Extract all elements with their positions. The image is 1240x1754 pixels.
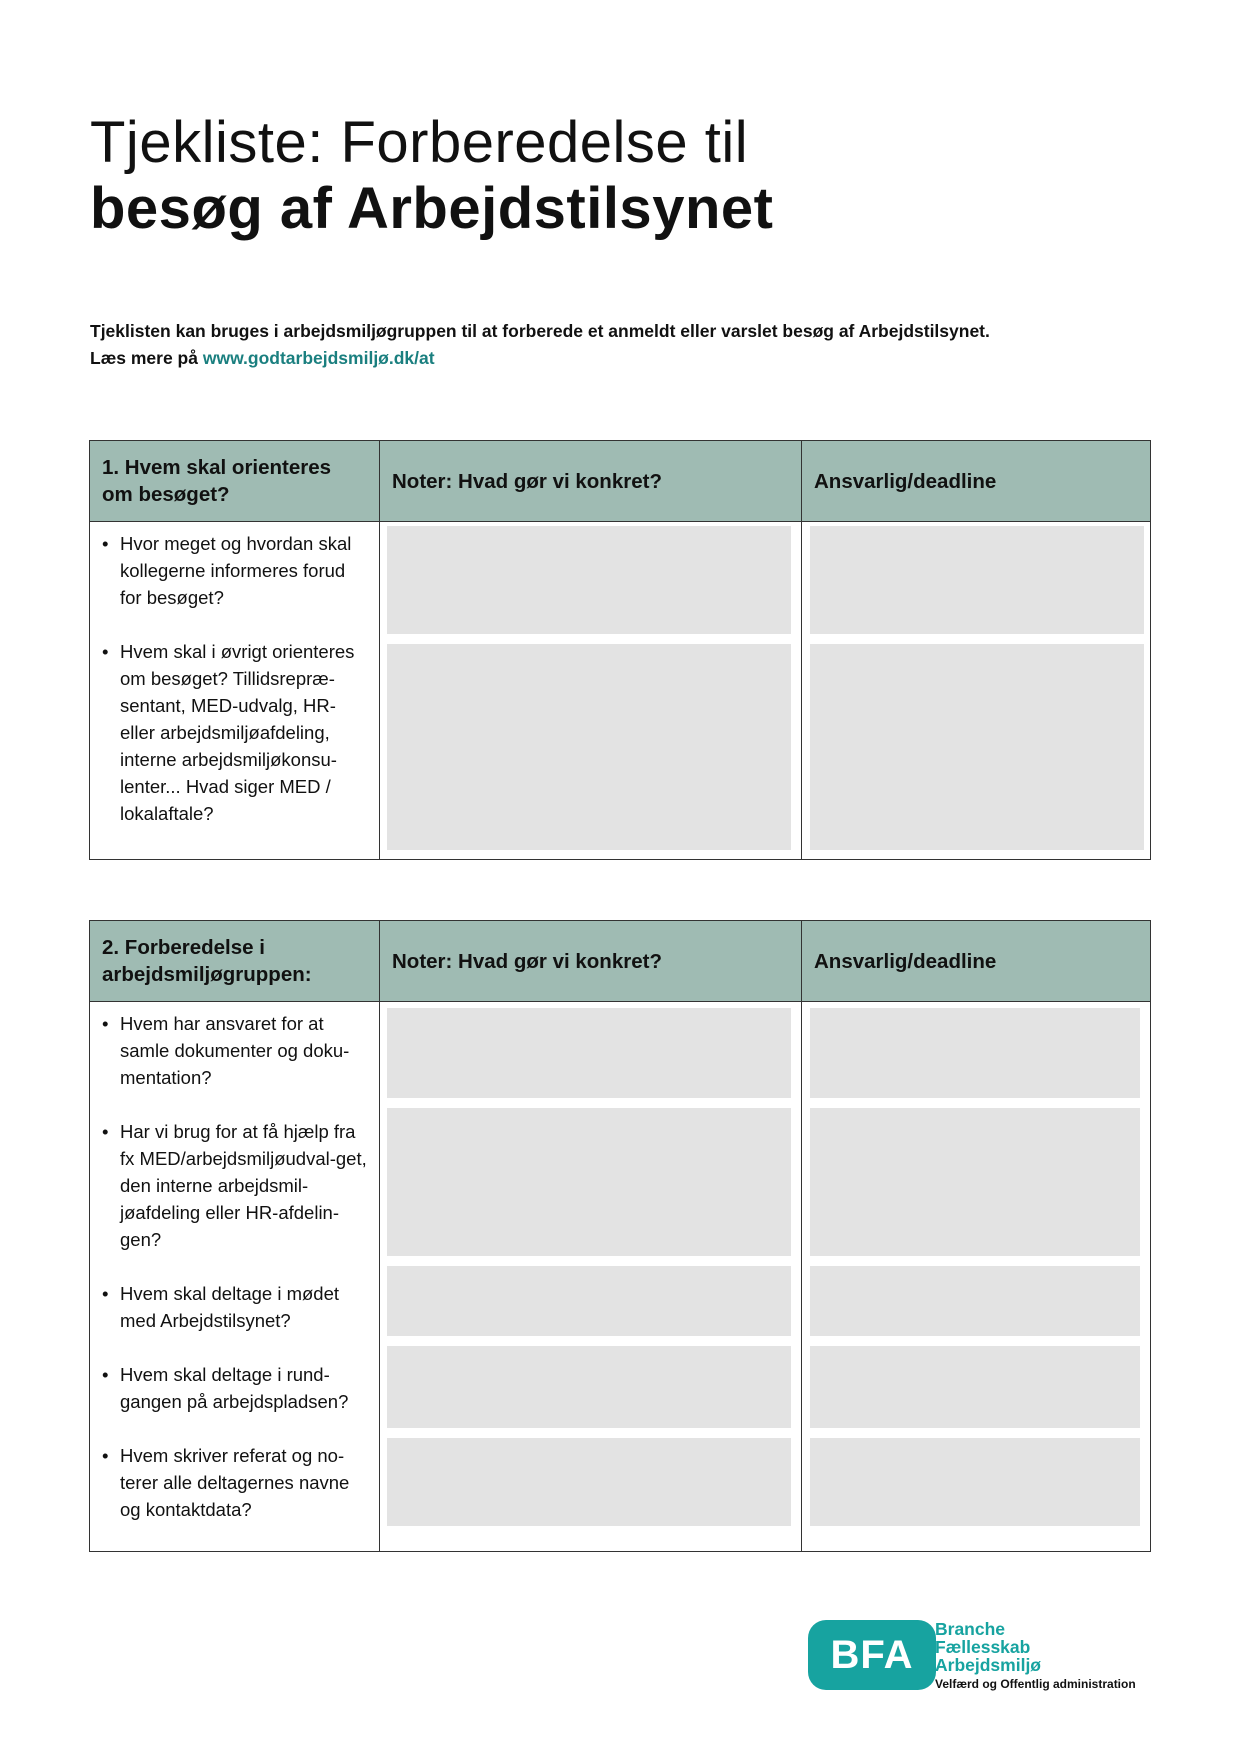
question-item: • Hvem har ansvaret for at samle dokumenter og doku-mentation?: [102, 1010, 367, 1091]
table-1-header: [90, 441, 1150, 522]
bfa-logo-badge: BFA: [808, 1620, 936, 1690]
table-1-body: [90, 522, 1150, 859]
responsible-column-header: Ansvarlig/deadline: [814, 949, 997, 973]
title-line-2: besøg af Arbejdstilsynet: [90, 176, 774, 241]
responsible-field-2[interactable]: [810, 1108, 1140, 1256]
logo-line-3: Arbejdsmiljø: [935, 1655, 1041, 1675]
question-item: • Hvem skal deltage i mødet med Arbejdstilsynet?: [102, 1280, 367, 1334]
questions-column: [90, 1002, 380, 1551]
notes-field-1[interactable]: [387, 526, 791, 634]
checklist-table-2: [89, 920, 1151, 1552]
table-2-body: [90, 1002, 1150, 1551]
title-line-1: Tjekliste: Forberedelse til: [90, 110, 749, 175]
responsible-column-header: Ansvarlig/deadline: [814, 469, 997, 493]
logo-line-2: Fællesskab: [935, 1637, 1031, 1657]
responsible-field-1[interactable]: [810, 1008, 1140, 1098]
page-title: [90, 110, 773, 242]
question-item: • Har vi brug for at få hjælp fra fx MED/arbejdsmiljøudval-get, den interne arbejdsmil-jøafdeling eller HR-afdelin-gen?: [102, 1118, 367, 1253]
question-item: • Hvem skriver referat og no-terer alle deltagernes navne og kontaktdata?: [102, 1442, 367, 1523]
notes-field-1[interactable]: [387, 1008, 791, 1098]
questions-column: [90, 522, 380, 859]
question-item: • Hvem skal deltage i rund-gangen på arbejdspladsen?: [102, 1361, 367, 1415]
notes-field-2[interactable]: [387, 1108, 791, 1256]
intro-description: Tjeklisten kan bruges i arbejdsmiljøgruppen til at forberede et anmeldt eller varslet besøg af Arbejdstilsynet.: [90, 321, 990, 341]
section-1-heading: 1. Hvem skal orienteres om besøget?: [90, 441, 380, 521]
responsible-field-1[interactable]: [810, 526, 1144, 634]
read-more-link[interactable]: www.godtarbejdsmiljø.dk/at: [202, 348, 435, 368]
question-item: • Hvem skal i øvrigt orienteres om besøget? Tillidsrepræ-sentant, MED-udvalg, HR-eller arbejdsmiljøafdeling, interne arbejdsmiljøkonsu-lenter... Hvad siger MED / lokalaftale?: [102, 638, 367, 827]
read-more-label: Læs mere på: [90, 348, 198, 368]
question-item: • Hvor meget og hvordan skal kollegerne informeres forud for besøget?: [102, 530, 367, 611]
notes-field-5[interactable]: [387, 1438, 791, 1526]
responsible-field-2[interactable]: [810, 644, 1144, 850]
bfa-logo-text: [935, 1620, 1136, 1693]
responsible-column: [802, 522, 1150, 859]
notes-column: [380, 1002, 802, 1551]
section-2-heading: 2. Forberedelse i arbejdsmiljøgruppen:: [90, 921, 380, 1001]
table-2-header: [90, 921, 1150, 1002]
responsible-field-3[interactable]: [810, 1266, 1140, 1336]
notes-field-2[interactable]: [387, 644, 791, 850]
checklist-table-1: [89, 440, 1151, 860]
notes-field-4[interactable]: [387, 1346, 791, 1428]
bfa-logo: [808, 1620, 1138, 1692]
notes-column-header: Noter: Hvad gør vi konkret?: [380, 921, 802, 1001]
responsible-field-5[interactable]: [810, 1438, 1140, 1526]
intro-text: [90, 318, 1150, 372]
notes-column: [380, 522, 802, 859]
logo-line-1: Branche: [935, 1619, 1006, 1639]
logo-subtitle: Velfærd og Offentlig administration: [935, 1677, 1136, 1691]
notes-column-header: Noter: Hvad gør vi konkret?: [380, 441, 802, 521]
intro-read-more: [90, 345, 1150, 372]
notes-field-3[interactable]: [387, 1266, 791, 1336]
responsible-field-4[interactable]: [810, 1346, 1140, 1428]
responsible-column: [802, 1002, 1150, 1551]
